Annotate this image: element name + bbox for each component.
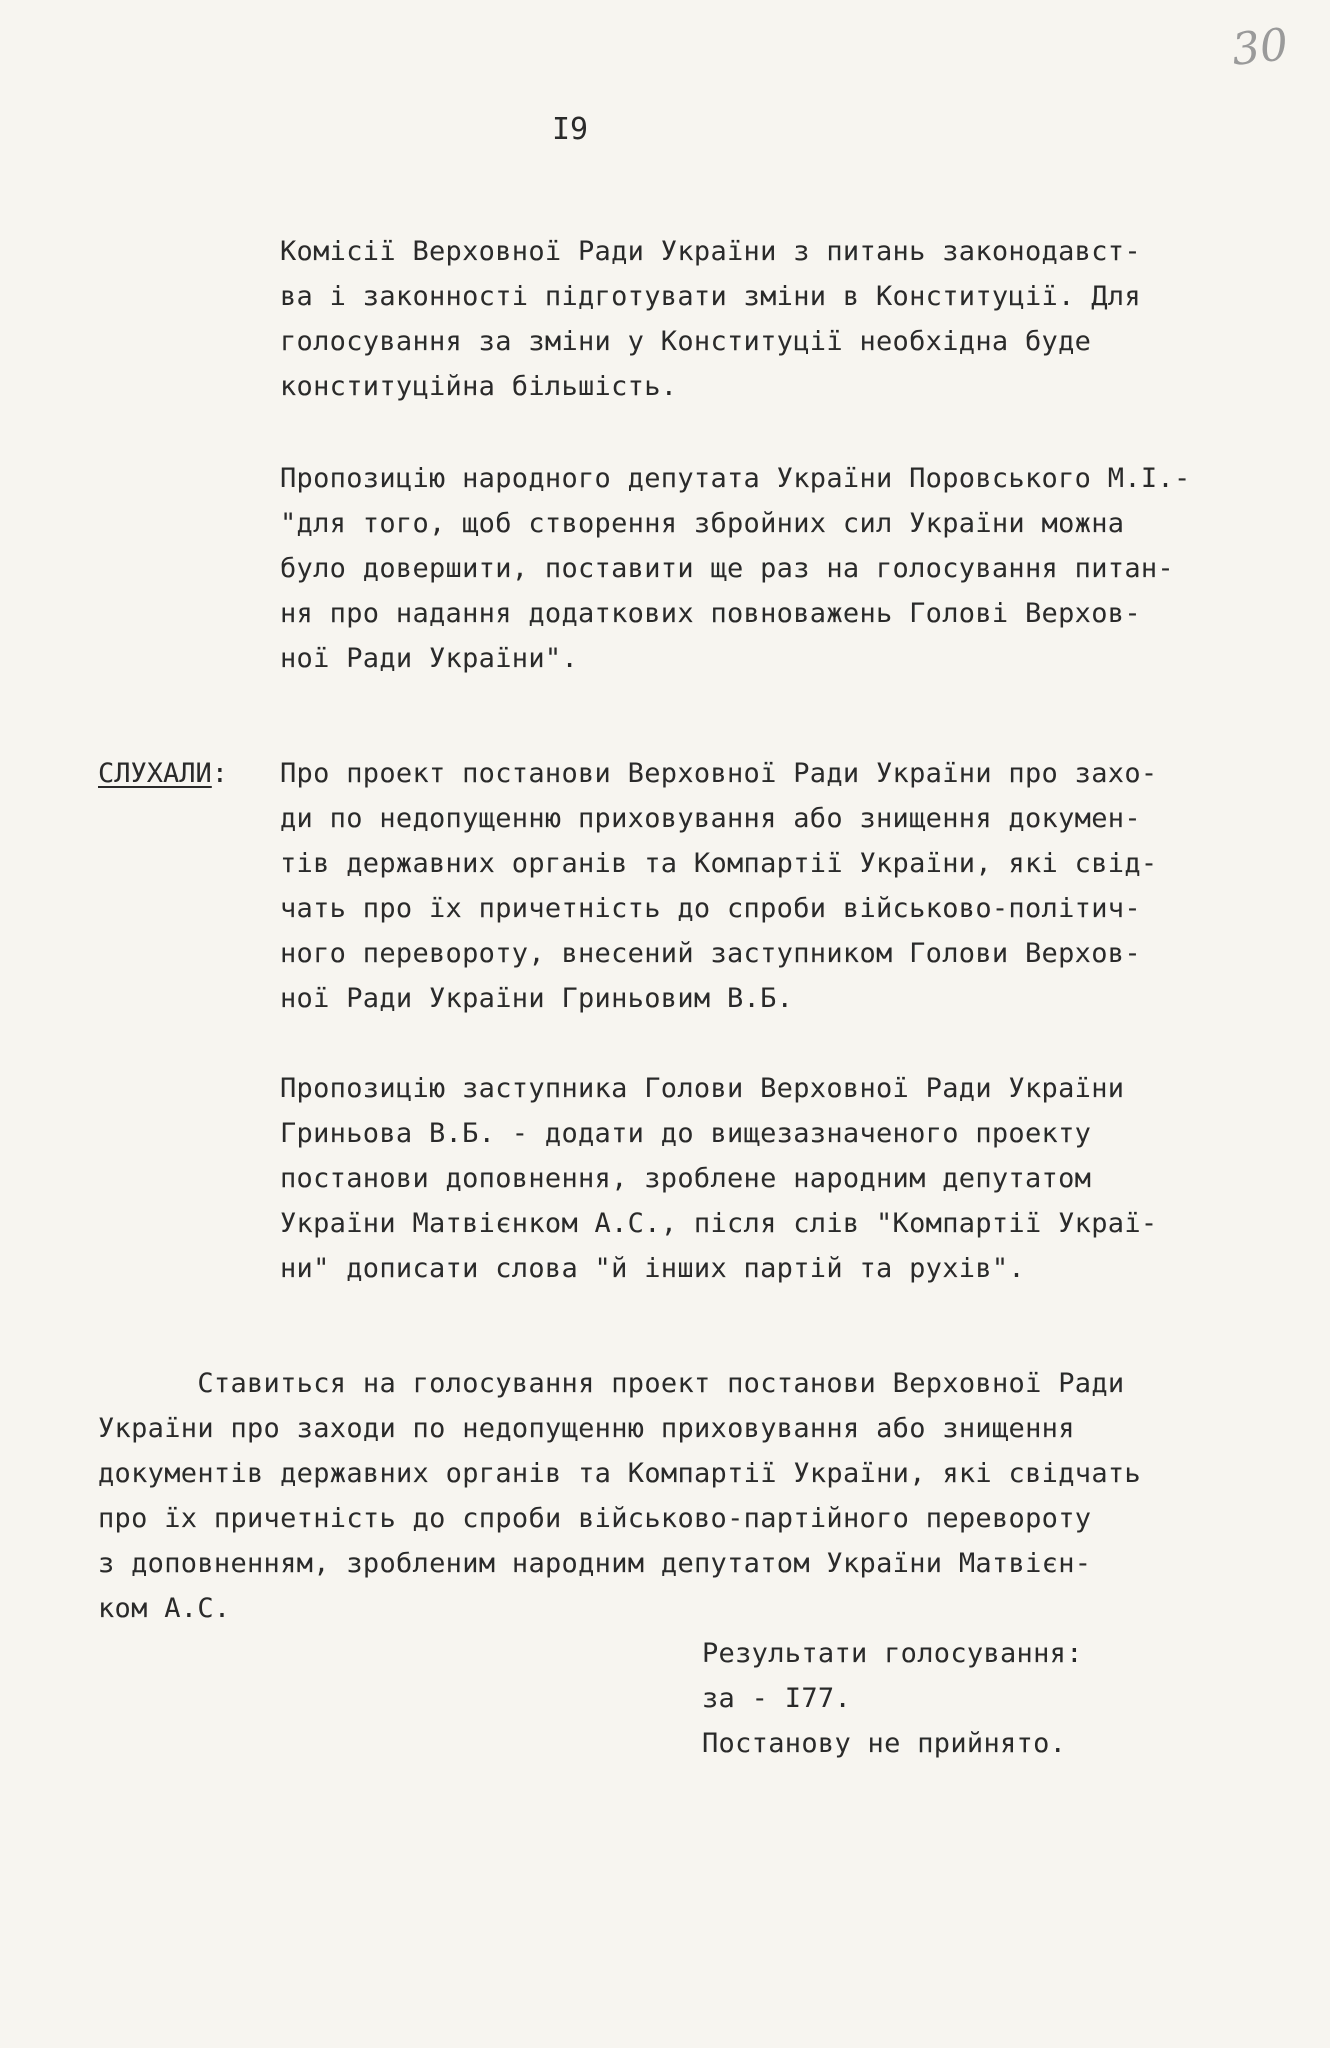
heard-label-colon: : bbox=[211, 758, 229, 789]
text-line: було довершити, поставити ще раз на голосування питан- bbox=[280, 553, 1174, 584]
text-line: Постанову не прийнято. bbox=[702, 1728, 1067, 1759]
text-line: голосування за зміни у Конституції необхідна буде bbox=[280, 326, 1092, 357]
text-line: ної Ради України". bbox=[280, 643, 578, 674]
text-line: ної Ради України Гриньовим В.Б. bbox=[280, 983, 794, 1014]
text-line: ного перевороту, внесений заступником Голови Верхов- bbox=[280, 938, 1141, 969]
text-line: ни" дописати слова "й інших партій та рухів". bbox=[280, 1253, 1025, 1284]
text-line: документів державних органів та Компартії України, які свідчать bbox=[98, 1458, 1141, 1489]
text-line: за - I77. bbox=[702, 1683, 851, 1714]
text-line: Ставиться на голосування проект постанови Верховної Ради bbox=[98, 1368, 1125, 1399]
text-line: постанови доповнення, зроблене народним депутатом bbox=[280, 1163, 1092, 1194]
text-line: ва і законності підготувати зміни в Конституції. Для bbox=[280, 281, 1141, 312]
text-line: конституційна більшість. bbox=[280, 371, 678, 402]
text-line: Пропозицію народного депутата України Поровського М.І.- bbox=[280, 463, 1191, 494]
text-line: ком А.С. bbox=[98, 1593, 231, 1624]
handwritten-folio-number: 30 bbox=[1229, 19, 1291, 76]
text-line: України про заходи по недопущенню приховування або знищення bbox=[98, 1413, 1075, 1444]
text-line: ди по недопущенню приховування або знищення докумен- bbox=[280, 803, 1141, 834]
text-line: Про проект постанови Верховної Ради України про захо- bbox=[280, 758, 1158, 789]
heard-label bbox=[98, 752, 228, 797]
text-line: про їх причетність до спроби військово-партійного перевороту bbox=[98, 1503, 1092, 1534]
heard-label-text: СЛУХАЛИ bbox=[98, 758, 212, 789]
text-line: Результати голосування: bbox=[702, 1638, 1083, 1669]
text-line: "для того, щоб створення збройних сил України можна bbox=[280, 508, 1125, 539]
text-line: Пропозицію заступника Голови Верховної Ради України bbox=[280, 1073, 1125, 1104]
text-line: з доповненням, зробленим народним депутатом України Матвієн- bbox=[98, 1548, 1092, 1579]
text-line: Гриньова В.Б. - додати до вищезазначеного проекту bbox=[280, 1118, 1092, 1149]
page-number: I9 bbox=[552, 112, 589, 147]
text-line: України Матвієнком А.С., після слів "Компартії Украї- bbox=[280, 1208, 1158, 1239]
text-line: тів державних органів та Компартії України, які свід- bbox=[280, 848, 1158, 879]
text-line: ня про надання додаткових повноважень Голові Верхов- bbox=[280, 598, 1141, 629]
text-line: Комісії Верховної Ради України з питань законодавст- bbox=[280, 236, 1141, 267]
text-line: чать про їх причетність до спроби військово-політич- bbox=[280, 893, 1141, 924]
